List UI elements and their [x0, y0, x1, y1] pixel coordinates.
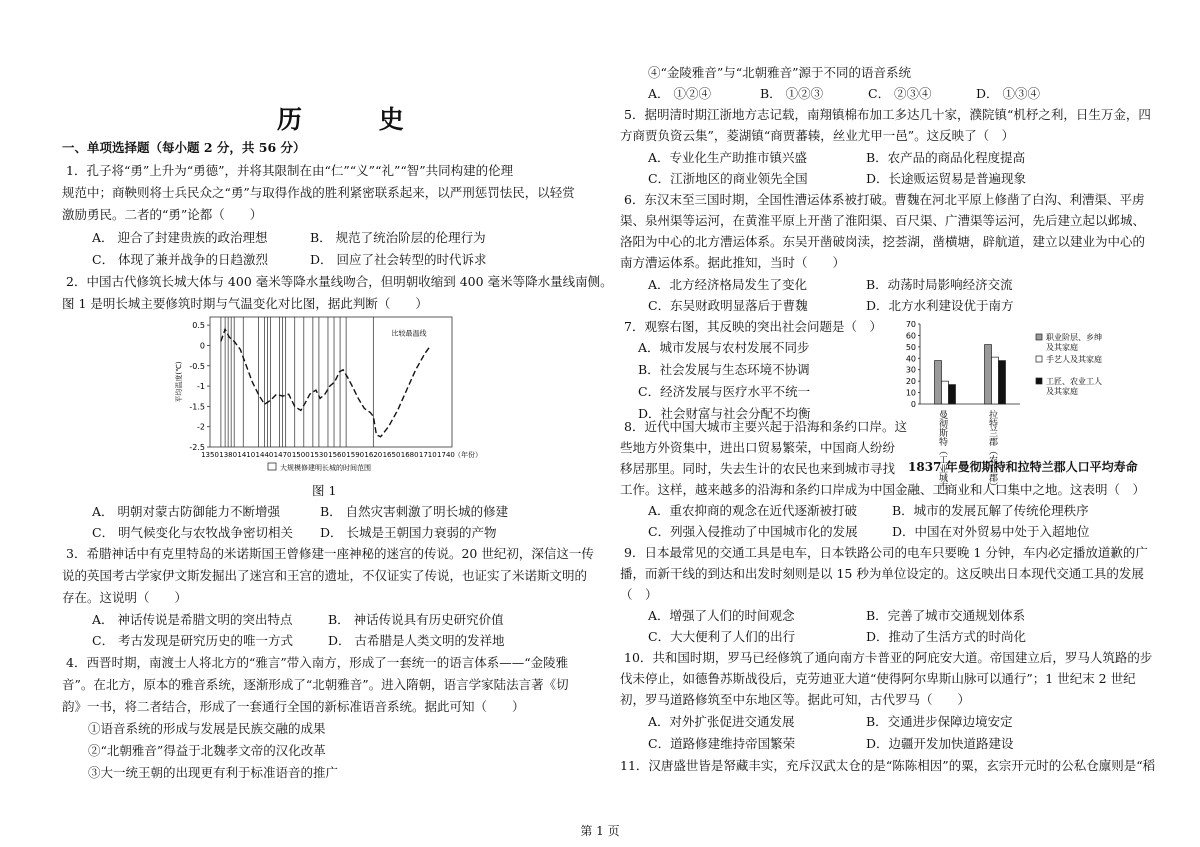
x-tick-label: 1350 — [201, 451, 219, 459]
q8-stem-line-2: 些地方外资集中，进出口贸易繁荣，中国商人纷纷 — [620, 440, 896, 455]
bar — [992, 357, 999, 404]
page-number: 第 1 页 — [580, 824, 620, 838]
q1-stem-line-1: 1．孔子将“勇”上升为“勇德”，并将其限制在由“仁”“义”“礼”“智”共同构建的伦理 — [66, 163, 514, 178]
q5-option-a: A．专业化生产助推市镇兴盛 — [648, 150, 808, 165]
q2-stem-line-1: 2．中国古代修筑长城大体与 400 毫米等降水量线吻合，但明朝收缩到 400 毫米等降水量线南侧。 — [66, 274, 613, 289]
q4-item-1: ①语音系统的形成与发展是民族交融的成果 — [88, 721, 326, 736]
y-tick-label: 40 — [905, 354, 916, 364]
q7-stem: 7．观察右图，其反映的突出社会问题是（ ） — [624, 319, 882, 334]
q9-option-b: B．完善了城市交通规划体系 — [866, 608, 1026, 623]
q1-stem-line-2: 规范中；商鞅则将士兵民众之“勇”与取得作战的胜利紧密联系起来，以严刑惩罚怯民，以轻赏 — [62, 185, 575, 200]
q10-option-a: A．对外扩张促进交通发展 — [648, 714, 795, 729]
y-tick-label: 50 — [905, 342, 916, 352]
q5-option-d: D．长途贩运贸易是普遍现象 — [866, 171, 1027, 186]
x-tick-label: 1740 — [437, 451, 455, 459]
q7-option-a: A．城市发展与农村发展不同步 — [638, 340, 810, 355]
q1-option-a: A． 迎合了封建贵族的政治理想 — [92, 230, 268, 245]
y-tick-label: 0.5 — [192, 321, 205, 331]
q4-stem-line-3: 韵》一书，将二者结合，形成了一套通行全国的新标准语音系统。据此可知（ ） — [62, 699, 525, 714]
bar — [935, 361, 942, 404]
y-tick-label: 70 — [905, 320, 916, 329]
q8-stem-line-4: 工作。这样，越来越多的沿海和条约口岸成为中国金融、工商业和人口集中之地。这表明（ ） — [620, 482, 1146, 497]
q4-item-2: ②“北朝雅音”得益于北魏孝文帝的汉化改革 — [88, 743, 326, 758]
q8-stem-line-3: 移居那里。同时，失去生计的农民也来到城市寻找 — [620, 461, 896, 476]
y-tick-label: 10 — [905, 388, 916, 398]
q10-stem-line-3: 初，罗马道路修筑至中东地区等。据此可知，古代罗马（ ） — [620, 692, 971, 707]
bar-chart-caption: 1837 年曼彻斯特和拉特兰郡人口平均寿命 — [908, 460, 1138, 474]
q1-option-b: B． 规范了统治阶层的伦理行为 — [310, 230, 486, 245]
q6-stem-line-2: 渠、泉州渠等运河，在黄淮平原上开凿了淮阳渠、百尺渠、广漕渠等运河，先后建立起以邺城、 — [620, 213, 1146, 228]
q4-item-3: ③大一统王朝的出现更有利于标准语音的推广 — [88, 765, 339, 780]
q5-option-c: C．江浙地区的商业领先全国 — [648, 171, 808, 186]
q4-stem-line-2: 音”。在北方，原本的雅音系统，逐渐形成了“北朝雅音”。进入隋朝，语言学家陆法言著《切 — [62, 677, 569, 692]
q3-stem-line-3: 存在。这说明（ ） — [62, 590, 188, 605]
temperature-series-line — [221, 329, 431, 437]
q5-stem-line-2: 方商贾负资云集”，菱湖镇“商贾蕃辏，丝业尤甲一邑”。这反映了（ ） — [620, 128, 1015, 143]
q9-stem-line-3: （ ） — [620, 587, 658, 602]
q8-option-d: D．中国在对外贸易中处于入超地位 — [892, 524, 1090, 539]
q4-stem-line-1: 4．西晋时期，南渡士人将北方的“雅言”带入南方，形成了一套统一的语言体系——“金陵雅 — [66, 655, 569, 670]
q2-option-d: D． 长城是王朝国力衰弱的产物 — [320, 525, 497, 540]
bar — [985, 345, 992, 404]
q9-option-d: D．推动了生活方式的时尚化 — [866, 629, 1027, 644]
q5-option-b: B．农产品的商品化程度提高 — [866, 150, 1026, 165]
x-tick-label: 1590 — [346, 451, 365, 459]
x-tick-label: 1500 — [291, 451, 310, 459]
q3-option-d: D． 古希腊是人类文明的发祥地 — [328, 633, 505, 648]
x-tick-label: 1560 — [328, 451, 346, 459]
q2-stem-line-2: 图 1 是明长城主要修筑时期与气温变化对比图，据此判断（ ） — [62, 296, 428, 311]
x-tick-label: 1620 — [364, 451, 383, 459]
q4-item-4: ④“金陵雅音”与“北朝雅音”源于不同的语音系统 — [648, 65, 912, 80]
y-tick-label: 0 — [199, 341, 205, 351]
y-tick-label: 0 — [910, 400, 916, 409]
legend-label: 职业阶层、乡绅 — [1046, 333, 1102, 342]
page-title: 历 史 — [277, 105, 438, 134]
q7-option-c: C．经济发展与医疗水平不统一 — [638, 384, 811, 399]
q6-option-a: A．北方经济格局发生了变化 — [648, 277, 808, 292]
legend-label: 手艺人及其家庭 — [1046, 355, 1102, 364]
x-tick-label: 1380 — [219, 451, 238, 459]
x-tick-label: 1530 — [309, 451, 328, 459]
q9-option-a: A．增强了人们的时间观念 — [648, 608, 795, 623]
q6-option-c: C．东吴财政明显落后于曹魏 — [648, 298, 808, 313]
q10-stem-line-1: 10．共和国时期，罗马已经修筑了通向南方卡普亚的阿庇安大道。帝国建立后，罗马人筑路的步 — [624, 650, 1153, 665]
q6-option-b: B．动荡时局影响经济交流 — [866, 277, 1013, 292]
q10-option-c: C．道路修建维持帝国繁荣 — [648, 736, 796, 751]
x-tick-label: 1710 — [418, 451, 437, 459]
q5-stem-line-1: 5．据明清时期江浙地方志记载，南翔镇棉布加工多达几十家，濮院镇“机杼之利，日生万金，四 — [624, 107, 1151, 122]
q6-option-d: D．北方水利建设优于南方 — [866, 298, 1014, 313]
q2-option-b: B． 自然灾害刺激了明长城的修建 — [320, 504, 509, 519]
q4-option-d: D． ①③④ — [976, 86, 1040, 101]
y-tick-label: -1 — [197, 382, 205, 392]
legend-label: 大规模修建明长城的时间范围 — [280, 464, 371, 472]
y-tick-label: 30 — [905, 365, 916, 375]
bar — [942, 381, 949, 404]
bar — [999, 361, 1006, 404]
q9-option-c: C．大大便利了人们的出行 — [648, 629, 796, 644]
y-tick-label: -0.5 — [189, 361, 205, 371]
x-tick-label: 1440 — [255, 451, 274, 459]
q3-stem-line-1: 3．希腊神话中有克里特岛的米诺斯国王曾修建一座神秘的迷宫的传说。20 世纪初，深信这一传 — [66, 546, 594, 561]
y-tick-label: 20 — [905, 377, 916, 387]
q1-option-c: C． 体现了兼并战争的日趋激烈 — [92, 252, 269, 267]
q6-stem-line-1: 6．东汉末至三国时期，全国性漕运体系被打破。曹魏在河北平原上修凿了白沟、利漕渠、平虏 — [624, 192, 1145, 207]
y-axis-label: 平均温度(℃) — [175, 361, 183, 403]
q6-stem-line-4: 南方漕运体系。据此推知，当时（ ） — [620, 255, 846, 270]
x-tick-label: 1410 — [237, 451, 256, 459]
y-tick-label: -2.5 — [189, 443, 205, 452]
x-tick-label: 1680 — [400, 451, 419, 459]
legend-swatch — [268, 463, 276, 470]
q10-option-d: D．边疆开发加快道路建设 — [866, 736, 1014, 751]
q10-option-b: B．交通进步保障边境安定 — [866, 714, 1013, 729]
q7-option-d: D．社会财富与社会分配不均衡 — [638, 406, 811, 421]
section-heading: 一、单项选择题（每小题 2 分，共 56 分） — [62, 140, 306, 155]
q10-stem-line-2: 伐未停止，如德鲁苏斯战役后，克劳迪亚大道“使得阿尔卑斯山脉可以通行”；1 世纪末 2 世纪 — [620, 671, 1136, 686]
q3-option-b: B． 神话传说具有历史研究价值 — [328, 612, 504, 627]
legend-swatch — [1036, 334, 1042, 340]
q6-stem-line-3: 洛阳为中心的北方漕运体系。东吴开凿破岗渎，挖荟湖，凿横塘，辟航道，建立以建业为中心的 — [620, 234, 1146, 249]
x-axis-label: （年份） — [454, 451, 482, 459]
chart-annotation: 比较最温线 — [391, 329, 427, 338]
q4-option-a: A． ①②④ — [648, 86, 712, 101]
q1-option-d: D． 回应了社会转型的时代诉求 — [310, 252, 487, 267]
temperature-chart — [172, 312, 522, 477]
q3-option-a: A． 神话传说是希腊文明的突出特点 — [92, 612, 293, 627]
q2-option-a: A． 明朝对蒙古防御能力不断增强 — [92, 504, 281, 519]
q3-stem-line-2: 说的英国考古学家伊文斯发掘出了迷宫和王宫的遗址，不仅证实了传说，也证实了米诺斯文明的 — [62, 568, 588, 583]
y-tick-label: -1.5 — [189, 402, 205, 412]
category-label: 拉特兰郡（农业郡） — [987, 410, 997, 491]
q8-stem-line-1: 8．近代中国大城市主要兴起于沿海和条约口岸。这 — [624, 419, 907, 434]
figure-caption: 图 1 — [312, 483, 337, 498]
x-tick-label: 1650 — [382, 451, 401, 459]
legend-swatch — [1036, 356, 1042, 362]
legend-label: 及其家庭 — [1046, 343, 1078, 352]
q4-option-c: C． ②③④ — [868, 86, 932, 101]
q3-option-c: C． 考古发现是研究历史的唯一方式 — [92, 633, 294, 648]
bar — [949, 385, 956, 404]
x-tick-label: 1470 — [273, 451, 292, 459]
legend-label: 及其家庭 — [1046, 387, 1078, 396]
y-tick-label: -2 — [197, 422, 205, 432]
q11-stem-line-1: 11．汉唐盛世皆是帑藏丰实，充斥汉武太仓的是“陈陈相因”的粟，玄宗开元时的公私仓廪则是“稻 — [620, 758, 1156, 773]
q8-option-a: A．重农抑商的观念在近代逐渐被打破 — [648, 503, 858, 518]
q2-option-c: C． 明气候变化与农牧战争密切相关 — [92, 525, 294, 540]
q9-stem-line-2: 播，而新干线的到达和出发时刻则是以 15 秒为单位设定的。这反映出日本现代交通工具的发展 — [620, 566, 1144, 581]
legend-swatch — [1036, 378, 1042, 384]
q7-option-b: B．社会发展与生态环境不协调 — [638, 362, 810, 377]
legend-label: 工匠、农业工人 — [1046, 377, 1102, 386]
q4-option-b: B． ①②③ — [760, 86, 824, 101]
category-label: 曼彻斯特（工业城市） — [937, 410, 947, 500]
q8-option-b: B．城市的发展瓦解了传统伦理秩序 — [892, 503, 1089, 518]
q8-option-c: C．列强入侵推动了中国城市化的发展 — [648, 524, 858, 539]
y-tick-label: 60 — [905, 331, 916, 341]
q1-stem-line-3: 激励勇民。二者的“勇”论都（ ） — [62, 207, 263, 222]
q9-stem-line-1: 9．日本最常见的交通工具是电车，日本铁路公司的电车只要晚 1 分钟，车内必定播放道歉的广 — [624, 545, 1148, 560]
